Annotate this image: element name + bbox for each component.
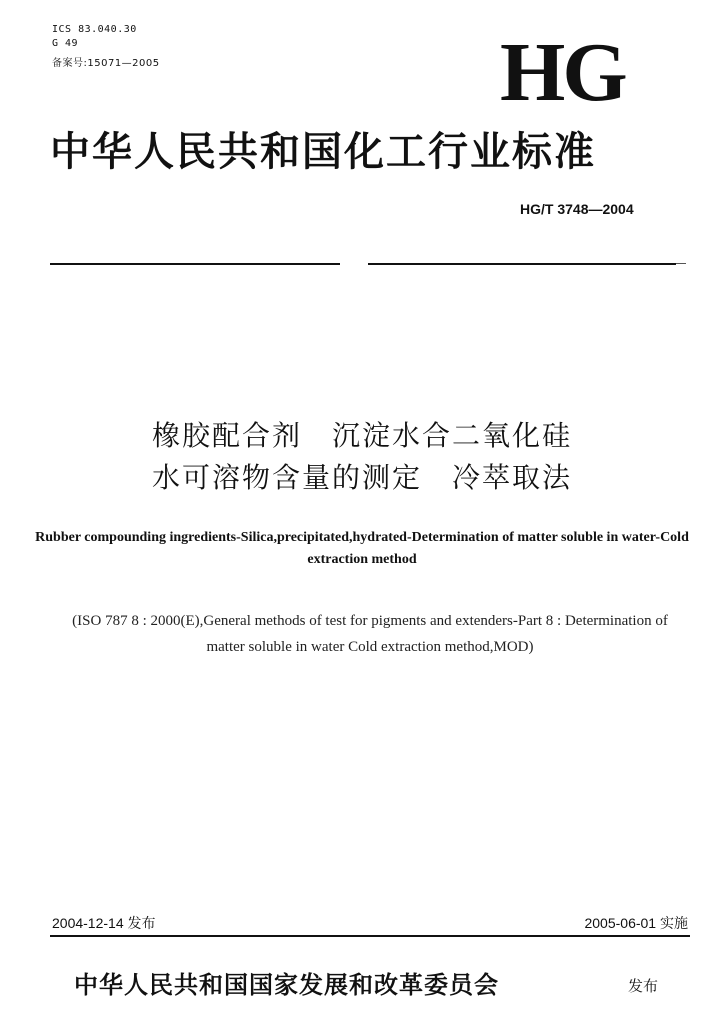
implementation-date: 2005-06-01 实施 (584, 915, 688, 931)
issuing-authority: 中华人民共和国国家发展和改革委员会 (74, 970, 499, 999)
header-divider-right (368, 263, 676, 265)
chinese-title-line-1: 橡胶配合剂 沉淀水合二氧化硅 (151, 419, 572, 452)
standard-code: HG/T 3748—2004 (520, 201, 634, 217)
english-title: Rubber compounding ingredients-Silica,precipitated,hydrated-Determination of matter soluble in water-Cold extraction method (35, 530, 689, 567)
header-divider-left (50, 263, 340, 265)
issue-date: 2004-12-14 发布 (52, 915, 156, 931)
issuer-action: 发布 (628, 977, 659, 995)
hg-logo: HG (500, 26, 625, 119)
record-number: 备案号:15071—2005 (52, 58, 160, 69)
standard-title: 中华人民共和国化工行业标准 (50, 128, 596, 175)
ics-code: ICS 83.040.30 (52, 24, 137, 35)
iso-reference: (ISO 787 8 : 2000(E),General methods of test for pigments and extenders-Part 8 : Determination of matter soluble in water Cold extraction method,MOD) (72, 613, 668, 655)
footer-divider (50, 935, 690, 937)
header-divider-tick (676, 263, 686, 264)
ccs-code: G 49 (52, 38, 79, 49)
chinese-title (0, 415, 724, 499)
chinese-title-line-2: 水可溶物含量的测定 冷萃取法 (151, 461, 572, 494)
